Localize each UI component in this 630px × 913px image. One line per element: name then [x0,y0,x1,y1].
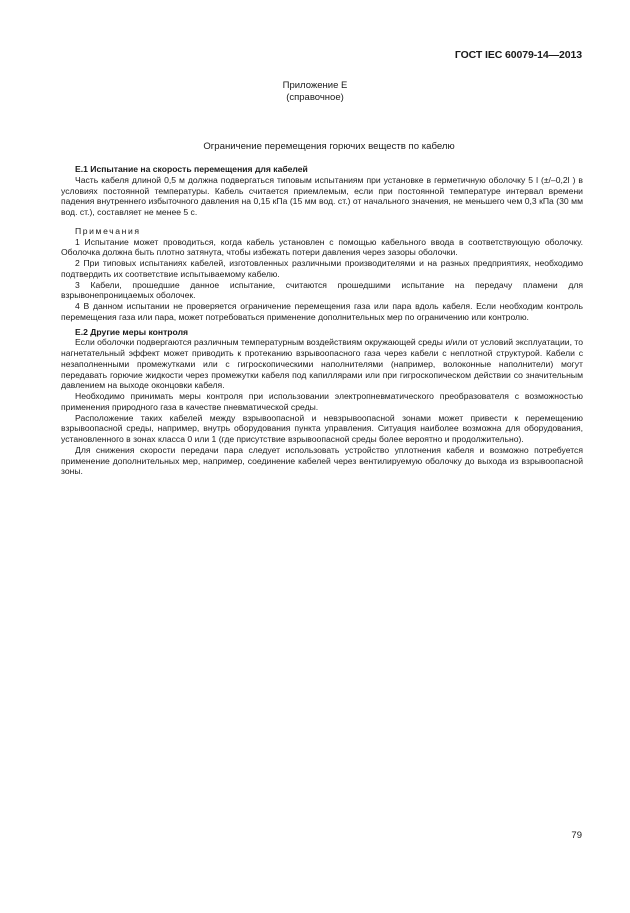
appendix-note: (справочное) [286,92,344,103]
notes-heading: Примечания [75,225,141,236]
note-item: 1 Испытание может проводиться, когда кабель установлен с помощью кабельного ввода в соответствующую оболочку. Оболочка должна быть плотно затянута, чтобы избежать потери давления через зазоры оболочки. [61,236,583,258]
page-number: 79 [571,830,582,841]
section-heading: Е.2 Другие меры контроля [75,326,189,337]
paragraph: Если оболочки подвергаются различным температурным воздействиям окружающей среды и/или от условий эксплуатации, то нагнетательный эффект может приводить к протеканию взрывоопасного газа через кабели с неплотной структурой. Кабели с незаполненными промежутками или с гигроскопическими наполнителями (например, волоконные наполнители) могут передавать горючие жидкости через промежутки кабеля под капиллярами или при гигроскопическом действии со значительным давлением на выходе оконцовки кабеля. [61,337,583,391]
paragraph: Для снижения скорости передачи пара следует использовать устройство уплотнения кабеля и возможно потребуется применение дополнительных мер, например, соединение кабелей через вентилируемую оболочку до выхода из взрывоопасной зоны. [61,444,583,477]
note-item: 2 При типовых испытаниях кабелей, изготовленных различными производителями и на разных предприятиях, необходимо подтвердить их соответствие испытываемому кабелю. [61,258,583,279]
note-item: 4 В данном испытании не проверяется ограничение перемещения газа или пара вдоль кабеля. Если необходим контроль перемещения газа или пара, может потребоваться применение дополнительных мер по ограничению или контролю. [61,301,583,322]
section-heading: Е.1 Испытание на скорость перемещения для кабелей [75,164,308,174]
paragraph: Часть кабеля длиной 0,5 м должна подвергаться типовым испытаниям при установке в герметичную оболочку 5 l (±/–0,2l ) в условиях постоянной температуры. Кабель считается приемлемым, если при постоянной температуре интервал времени падения внутреннего избыточного давления на 0,15 кПа (15 мм вод. ст.) от начального значения, не меньшего чем 0,3 кПа (30 мм вод. ст.), составляет не менее 5 с. [61,174,583,217]
appendix-heading [0,80,630,104]
paragraph: Необходимо принимать меры контроля при использовании электропневматического преобразователя с возможностью применения природного газа в качестве пневматической среды. [61,391,583,412]
document-body [61,164,583,477]
standard-code: ГОСТ IEC 60079-14—2013 [454,49,582,61]
note-item: 3 Кабели, прошедшие данное испытание, считаются прошедшими испытание на передачу пламени для взрывонепроницаемых оболочек. [61,279,583,301]
paragraph: Расположение таких кабелей между взрывоопасной и невзрывоопасной зонами может привести к перемещению взрывоопасной среды, например, внутрь оборудования пункта управления. Ситуация наиболее возможна для оборудования, установленного в зонах класса 0 или 1 (где присутствие взрывоопасной среды более вероятно и продолжительно). [61,412,583,444]
appendix-label: Приложение Е [282,80,348,91]
page-title: Ограничение перемещения горючих веществ по кабелю [203,141,455,152]
